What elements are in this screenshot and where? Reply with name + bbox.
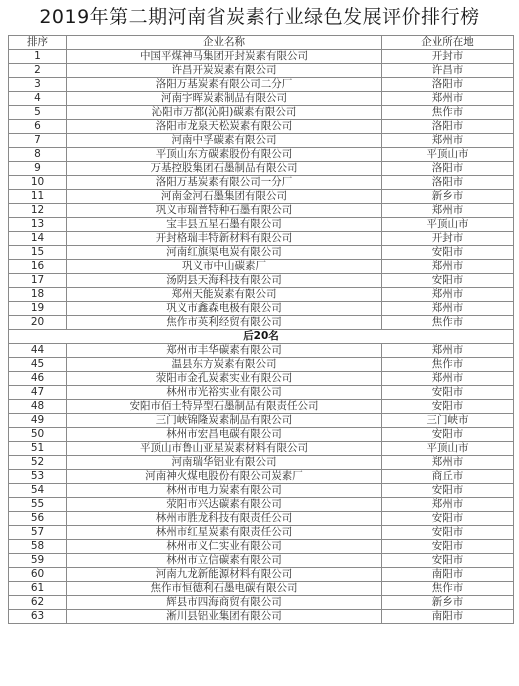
company-name-cell: 河南金河石墨集团有限公司 [67, 190, 382, 204]
rank-cell: 57 [9, 526, 67, 540]
company-name-cell: 荥阳市兴达碳素有限公司 [67, 498, 382, 512]
rank-cell: 44 [9, 344, 67, 358]
rank-cell: 51 [9, 442, 67, 456]
table-row [9, 484, 514, 498]
rank-cell: 62 [9, 596, 67, 610]
company-name-cell: 河南红旗渠电炭有限公司 [67, 246, 382, 260]
location-cell: 安阳市 [382, 400, 514, 414]
rank-cell: 48 [9, 400, 67, 414]
rank-cell: 19 [9, 302, 67, 316]
rank-cell: 47 [9, 386, 67, 400]
company-name-cell: 辉县市四海商贸有限公司 [67, 596, 382, 610]
rank-cell: 45 [9, 358, 67, 372]
rank-cell: 61 [9, 582, 67, 596]
company-name-cell: 林州市立信碳素有限公司 [67, 554, 382, 568]
table-row [9, 64, 514, 78]
rank-cell: 11 [9, 190, 67, 204]
location-cell: 新乡市 [382, 596, 514, 610]
location-cell: 焦作市 [382, 582, 514, 596]
company-name-cell: 许昌开炭炭素有限公司 [67, 64, 382, 78]
company-name-cell: 巩义市瑞普特种石墨有限公司 [67, 204, 382, 218]
section-divider-label: 后20名 [9, 330, 514, 344]
location-cell: 郑州市 [382, 134, 514, 148]
location-cell: 郑州市 [382, 92, 514, 106]
company-name-cell: 林州市义仁实业有限公司 [67, 540, 382, 554]
company-name-cell: 三门峡锦隆炭素制品有限公司 [67, 414, 382, 428]
table-row [9, 414, 514, 428]
rank-cell: 20 [9, 316, 67, 330]
location-cell: 洛阳市 [382, 162, 514, 176]
location-cell: 洛阳市 [382, 120, 514, 134]
company-name-cell: 洛阳市龙泉天松炭素有限公司 [67, 120, 382, 134]
table-row [9, 554, 514, 568]
table-row [9, 288, 514, 302]
header-location: 企业所在地 [382, 36, 514, 50]
company-name-cell: 温县东方炭素有限公司 [67, 358, 382, 372]
rank-cell: 60 [9, 568, 67, 582]
rank-cell: 8 [9, 148, 67, 162]
rank-cell: 7 [9, 134, 67, 148]
location-cell: 南阳市 [382, 568, 514, 582]
table-row [9, 162, 514, 176]
location-cell: 新乡市 [382, 190, 514, 204]
company-name-cell: 林州市红星炭素有限责任公司 [67, 526, 382, 540]
table-row [9, 232, 514, 246]
table-row [9, 50, 514, 64]
rank-cell: 59 [9, 554, 67, 568]
table-row [9, 218, 514, 232]
table-row [9, 302, 514, 316]
location-cell: 安阳市 [382, 428, 514, 442]
rank-cell: 54 [9, 484, 67, 498]
rank-cell: 14 [9, 232, 67, 246]
table-row [9, 386, 514, 400]
table-row [9, 442, 514, 456]
company-name-cell: 万基控股集团石墨制品有限公司 [67, 162, 382, 176]
rank-cell: 55 [9, 498, 67, 512]
company-name-cell: 林州市胜龙科技有限责任公司 [67, 512, 382, 526]
table-row [9, 526, 514, 540]
rank-cell: 10 [9, 176, 67, 190]
table-row [9, 316, 514, 330]
company-name-cell: 河南宇晖炭素制品有限公司 [67, 92, 382, 106]
location-cell: 郑州市 [382, 302, 514, 316]
section-divider-row [9, 330, 514, 344]
location-cell: 安阳市 [382, 484, 514, 498]
rank-cell: 56 [9, 512, 67, 526]
location-cell: 安阳市 [382, 274, 514, 288]
table-row [9, 400, 514, 414]
table-row [9, 610, 514, 624]
table-row [9, 372, 514, 386]
location-cell: 安阳市 [382, 386, 514, 400]
table-row [9, 498, 514, 512]
table-row [9, 344, 514, 358]
location-cell: 郑州市 [382, 288, 514, 302]
rank-cell: 18 [9, 288, 67, 302]
location-cell: 安阳市 [382, 526, 514, 540]
location-cell: 郑州市 [382, 344, 514, 358]
location-cell: 焦作市 [382, 358, 514, 372]
company-name-cell: 林州市电力炭素有限公司 [67, 484, 382, 498]
rank-cell: 15 [9, 246, 67, 260]
rank-cell: 6 [9, 120, 67, 134]
table-row [9, 274, 514, 288]
ranking-table [8, 35, 514, 624]
company-name-cell: 河南神火煤电股份有限公司炭素厂 [67, 470, 382, 484]
table-row [9, 358, 514, 372]
location-cell: 安阳市 [382, 540, 514, 554]
rank-cell: 9 [9, 162, 67, 176]
rank-cell: 50 [9, 428, 67, 442]
company-name-cell: 平顶山市鲁山亚星炭素材料有限公司 [67, 442, 382, 456]
company-name-cell: 郑州市丰华碳素有限公司 [67, 344, 382, 358]
location-cell: 平顶山市 [382, 442, 514, 456]
company-name-cell: 焦作市英利经贸有限公司 [67, 316, 382, 330]
header-company-name: 企业名称 [67, 36, 382, 50]
location-cell: 焦作市 [382, 316, 514, 330]
rank-cell: 12 [9, 204, 67, 218]
company-name-cell: 洛阳万基炭素有限公司一分厂 [67, 176, 382, 190]
rank-cell: 52 [9, 456, 67, 470]
location-cell: 商丘市 [382, 470, 514, 484]
rank-cell: 46 [9, 372, 67, 386]
location-cell: 平顶山市 [382, 148, 514, 162]
company-name-cell: 河南九龙新能源材料有限公司 [67, 568, 382, 582]
table-row [9, 456, 514, 470]
company-name-cell: 河南瑞华铝业有限公司 [67, 456, 382, 470]
rank-cell: 63 [9, 610, 67, 624]
company-name-cell: 巩义市中山碳素厂 [67, 260, 382, 274]
header-rank: 排序 [9, 36, 67, 50]
location-cell: 郑州市 [382, 204, 514, 218]
rank-cell: 5 [9, 106, 67, 120]
rank-cell: 3 [9, 78, 67, 92]
location-cell: 郑州市 [382, 456, 514, 470]
company-name-cell: 焦作市恒德利石墨电碳有限公司 [67, 582, 382, 596]
location-cell: 安阳市 [382, 246, 514, 260]
company-name-cell: 林州市光裕实业有限公司 [67, 386, 382, 400]
location-cell: 南阳市 [382, 610, 514, 624]
company-name-cell: 巩义市鑫森电极有限公司 [67, 302, 382, 316]
table-row [9, 134, 514, 148]
company-name-cell: 荥阳市金孔炭素实业有限公司 [67, 372, 382, 386]
company-name-cell: 郑州天能炭素有限公司 [67, 288, 382, 302]
table-row [9, 582, 514, 596]
rank-cell: 16 [9, 260, 67, 274]
location-cell: 郑州市 [382, 372, 514, 386]
location-cell: 平顶山市 [382, 218, 514, 232]
rank-cell: 49 [9, 414, 67, 428]
table-row [9, 512, 514, 526]
table-row [9, 596, 514, 610]
company-name-cell: 宝丰县五星石墨有限公司 [67, 218, 382, 232]
location-cell: 郑州市 [382, 260, 514, 274]
table-row [9, 106, 514, 120]
table-row [9, 260, 514, 274]
location-cell: 安阳市 [382, 554, 514, 568]
location-cell: 三门峡市 [382, 414, 514, 428]
table-row [9, 470, 514, 484]
table-body [9, 50, 514, 624]
company-name-cell: 中国平煤神马集团开封炭素有限公司 [67, 50, 382, 64]
company-name-cell: 淅川县铝业集团有限公司 [67, 610, 382, 624]
rank-cell: 1 [9, 50, 67, 64]
table-row [9, 148, 514, 162]
company-name-cell: 洛阳万基炭素有限公司二分厂 [67, 78, 382, 92]
table-row [9, 540, 514, 554]
rank-cell: 17 [9, 274, 67, 288]
table-row [9, 92, 514, 106]
company-name-cell: 沁阳市万都(沁阳)碳素有限公司 [67, 106, 382, 120]
location-cell: 洛阳市 [382, 78, 514, 92]
company-name-cell: 河南中孚碳素有限公司 [67, 134, 382, 148]
table-row [9, 190, 514, 204]
company-name-cell: 林州市宏昌电碳有限公司 [67, 428, 382, 442]
location-cell: 安阳市 [382, 512, 514, 526]
table-row [9, 120, 514, 134]
company-name-cell: 平顶山东方碳素股份有限公司 [67, 148, 382, 162]
table-row [9, 176, 514, 190]
table-header-row [9, 36, 514, 50]
table-row [9, 78, 514, 92]
rank-cell: 53 [9, 470, 67, 484]
table-row [9, 246, 514, 260]
company-name-cell: 开封格瑞丰特新材料有限公司 [67, 232, 382, 246]
table-row [9, 204, 514, 218]
rank-cell: 4 [9, 92, 67, 106]
table-row [9, 428, 514, 442]
rank-cell: 2 [9, 64, 67, 78]
location-cell: 洛阳市 [382, 176, 514, 190]
company-name-cell: 汤阴县天海科技有限公司 [67, 274, 382, 288]
rank-cell: 58 [9, 540, 67, 554]
company-name-cell: 安阳市佰士特异型石墨制品有限责任公司 [67, 400, 382, 414]
location-cell: 郑州市 [382, 498, 514, 512]
location-cell: 开封市 [382, 232, 514, 246]
table-row [9, 568, 514, 582]
rank-cell: 13 [9, 218, 67, 232]
location-cell: 开封市 [382, 50, 514, 64]
location-cell: 许昌市 [382, 64, 514, 78]
location-cell: 焦作市 [382, 106, 514, 120]
document-title: 2019年第二期河南省炭素行业绿色发展评价排行榜 [39, 6, 480, 28]
